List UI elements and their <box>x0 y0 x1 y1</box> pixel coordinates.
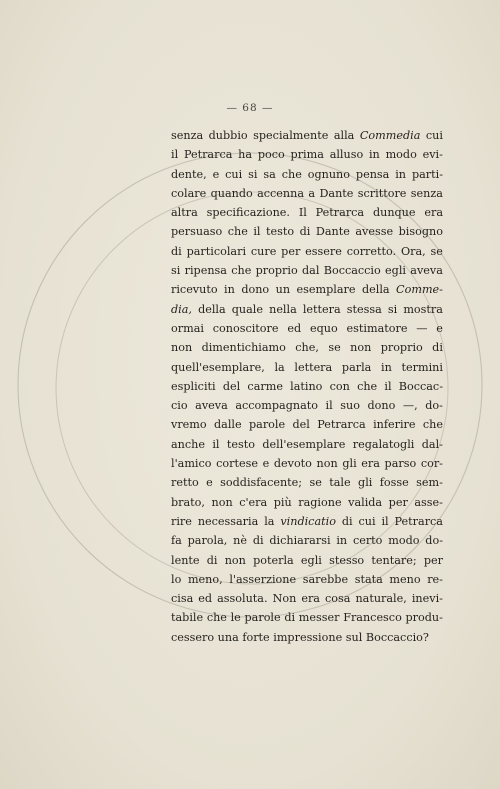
word: stata <box>354 572 383 586</box>
word: non <box>171 341 193 355</box>
word: accompagnato <box>235 399 318 413</box>
word: stesso <box>329 553 365 567</box>
word: esemplare <box>296 283 356 297</box>
word: per <box>423 553 443 567</box>
word: suo <box>340 399 360 413</box>
text-line <box>171 319 443 338</box>
word: proprio <box>255 264 298 278</box>
word: non <box>350 341 372 355</box>
word: estimatore <box>346 321 408 335</box>
word: che <box>422 418 443 432</box>
word: in <box>224 283 235 297</box>
word: parla <box>341 360 372 374</box>
word: della <box>198 302 226 316</box>
word: altra <box>171 206 198 220</box>
word: non <box>316 457 338 471</box>
word: modo <box>385 148 417 162</box>
word: con <box>329 379 350 393</box>
word: cure <box>250 244 277 258</box>
word: dalle <box>214 418 242 432</box>
word: di <box>299 225 311 239</box>
word: ognuno <box>307 167 350 181</box>
word: carme <box>247 379 283 393</box>
word: nella <box>269 302 297 316</box>
word: in <box>336 534 348 548</box>
word: latino <box>290 379 323 393</box>
word: cor- <box>420 457 443 471</box>
word: corretto. <box>346 244 397 258</box>
text-line <box>171 415 443 434</box>
text-line <box>171 454 443 473</box>
text-line <box>171 338 443 357</box>
word: produ- <box>405 611 443 625</box>
word: fa <box>171 534 182 548</box>
text-line <box>171 589 443 608</box>
word: lente <box>171 553 200 567</box>
word: Ora, <box>400 244 426 258</box>
text-line <box>171 222 443 241</box>
word: pensa <box>355 167 390 181</box>
word: era <box>361 457 380 471</box>
word: un <box>275 283 291 297</box>
word: che <box>281 167 302 181</box>
word: dal- <box>421 437 443 451</box>
word: si <box>387 302 398 316</box>
word: certo <box>352 534 383 548</box>
word: sem- <box>416 476 443 490</box>
word: modo <box>388 534 420 548</box>
word: termini <box>401 360 443 374</box>
word: anche <box>171 437 205 451</box>
word: parole <box>249 418 286 432</box>
page-number: — 68 — <box>226 102 274 114</box>
word: aveva <box>410 264 443 278</box>
word: Dante <box>315 225 350 239</box>
word: gli <box>358 476 373 490</box>
word: lo <box>171 572 182 586</box>
word: assoluta. <box>217 592 268 606</box>
word: dono <box>241 283 270 297</box>
word: egli <box>385 264 406 278</box>
word: asse- <box>414 495 443 509</box>
word: meno <box>389 572 421 586</box>
word: fosse <box>379 476 409 490</box>
word: aveva <box>195 399 228 413</box>
word: il <box>171 148 179 162</box>
word: lettera <box>294 360 333 374</box>
word: di <box>206 553 218 567</box>
word: cessero <box>171 630 215 644</box>
word: particolari <box>186 244 247 258</box>
text-line <box>171 435 443 454</box>
word: il <box>212 437 220 451</box>
word: parola, <box>187 534 228 548</box>
word: Il <box>298 206 307 220</box>
word: la <box>264 514 275 528</box>
word: equo <box>309 321 338 335</box>
word: Dante <box>319 186 354 200</box>
word: —, <box>402 399 418 413</box>
word: messer <box>298 611 340 625</box>
word: di <box>252 534 264 548</box>
word: le <box>230 611 241 625</box>
word: dono <box>367 399 396 413</box>
text-line <box>171 628 443 647</box>
word: ed <box>287 321 302 335</box>
word: del <box>292 418 310 432</box>
word: proprio <box>380 341 423 355</box>
word: e <box>206 476 213 490</box>
word: il <box>325 399 333 413</box>
word: che <box>227 225 248 239</box>
word: cui <box>425 129 443 142</box>
word: della <box>361 283 390 297</box>
word: avesse <box>355 225 394 239</box>
word: rire <box>171 514 192 528</box>
word: del <box>222 379 241 393</box>
word: se <box>430 244 443 258</box>
word: nè <box>233 534 247 548</box>
word: prima <box>290 148 324 162</box>
word: sarebbe <box>302 572 349 586</box>
word: che <box>206 611 227 625</box>
word: se <box>309 476 322 490</box>
word: la <box>274 360 285 374</box>
word: Comme- <box>396 283 443 297</box>
word: sul <box>345 630 363 644</box>
word: impressione <box>273 630 343 644</box>
word: quando <box>210 186 253 200</box>
text-line <box>171 473 443 492</box>
text-line <box>171 203 443 222</box>
word: sa <box>263 167 276 181</box>
word: dell'esemplare <box>262 437 346 451</box>
word: se <box>328 341 341 355</box>
word: do- <box>425 399 443 413</box>
word: cui <box>225 167 243 181</box>
word: c'era <box>239 495 268 509</box>
word: Petrarca <box>317 418 366 432</box>
word: cortese <box>216 457 258 471</box>
text-line <box>171 300 443 319</box>
word: non <box>224 553 246 567</box>
word: Francesco <box>343 611 402 625</box>
word: era <box>301 592 320 606</box>
word: re- <box>427 572 443 586</box>
word: tabile <box>171 611 204 625</box>
word: in <box>381 360 392 374</box>
word: senza <box>171 129 204 142</box>
word: dente, <box>171 167 207 181</box>
word: non <box>211 495 233 509</box>
word: inferire <box>373 418 416 432</box>
word: una <box>217 630 239 644</box>
word: accenna <box>257 186 305 200</box>
word: si <box>248 167 258 181</box>
word: che <box>231 264 252 278</box>
word: dunque <box>372 206 416 220</box>
word: cui <box>358 514 376 528</box>
word: tale <box>329 476 351 490</box>
word: espliciti <box>171 379 216 393</box>
word: forte <box>242 630 270 644</box>
word: meno, <box>187 572 223 586</box>
word: testo <box>226 437 255 451</box>
word: naturale, <box>355 592 407 606</box>
word: alla <box>333 129 355 142</box>
word: senza <box>410 186 443 200</box>
word: per <box>281 244 301 258</box>
word: a <box>308 186 316 200</box>
word: persuaso <box>171 225 223 239</box>
text-line <box>171 512 443 531</box>
text-line <box>171 184 443 203</box>
word: l'asserzione <box>229 572 297 586</box>
word: conoscitore <box>212 321 279 335</box>
word: — <box>416 321 428 335</box>
word: cisa <box>171 592 194 606</box>
word: il <box>253 225 261 239</box>
word: essere <box>305 244 342 258</box>
word: di <box>341 514 353 528</box>
text-line <box>171 570 443 589</box>
word: dubbio <box>208 129 248 142</box>
word: l'amico <box>171 457 212 471</box>
word: do- <box>425 534 443 548</box>
word: parti- <box>411 167 443 181</box>
word: per <box>388 495 408 509</box>
word: tentare; <box>371 553 417 567</box>
text-line <box>171 608 443 627</box>
word: necessaria <box>197 514 259 528</box>
word: ricevuto <box>171 283 218 297</box>
word: cio <box>171 399 188 413</box>
word: mostra <box>403 302 443 316</box>
text-line <box>171 242 443 261</box>
word: di <box>171 244 182 258</box>
word: valida <box>348 495 383 509</box>
text-line <box>171 126 443 145</box>
word: scrittore <box>357 186 407 200</box>
word: quell'esemplare, <box>171 360 265 374</box>
word: ragione <box>298 495 342 509</box>
word: alluso <box>329 148 364 162</box>
text-line <box>171 493 443 512</box>
word: e <box>262 457 270 471</box>
word: lettera <box>302 302 341 316</box>
text-line <box>171 280 443 299</box>
word: Non <box>272 592 297 606</box>
word: dia, <box>171 302 192 316</box>
word: ha <box>238 148 253 162</box>
word: devoto <box>273 457 312 471</box>
word: cosa <box>325 592 351 606</box>
word: Petrarca <box>394 514 443 528</box>
word: ed <box>198 592 213 606</box>
text-line <box>171 165 443 184</box>
text-line <box>171 261 443 280</box>
word: Petrarca <box>315 206 365 220</box>
word: il <box>384 379 392 393</box>
word: retto <box>171 476 199 490</box>
word: di <box>432 341 443 355</box>
word: brato, <box>171 495 205 509</box>
word: poco <box>257 148 285 162</box>
text-line <box>171 396 443 415</box>
word: specificazione. <box>206 206 290 220</box>
word: più <box>273 495 292 509</box>
word: inevi- <box>411 592 443 606</box>
text-line <box>171 145 443 164</box>
word: poterla <box>253 553 294 567</box>
word: vindicatio <box>280 514 336 528</box>
word: regalatogli <box>352 437 415 451</box>
word: in <box>368 148 380 162</box>
word: egli <box>300 553 322 567</box>
word: Petrarca <box>183 148 233 162</box>
word: Boccaccio <box>323 264 381 278</box>
text-line <box>171 377 443 396</box>
word: il <box>381 514 389 528</box>
word: e <box>212 167 220 181</box>
word: si <box>171 264 181 278</box>
word: e <box>436 321 443 335</box>
text-line <box>171 531 443 550</box>
word: ormai <box>171 321 204 335</box>
word: che <box>357 379 378 393</box>
word: gli <box>342 457 357 471</box>
word: colare <box>171 186 207 200</box>
word: era <box>424 206 443 220</box>
word: parso <box>384 457 417 471</box>
word: che, <box>295 341 319 355</box>
word: soddisfacente; <box>220 476 303 490</box>
word: dimentichiamo <box>201 341 286 355</box>
word: specialmente <box>253 129 329 142</box>
word: Commedia <box>359 129 421 142</box>
word: vremo <box>171 418 207 432</box>
word: bisogno <box>398 225 443 239</box>
word: dichiararsi <box>269 534 331 548</box>
word: quale <box>231 302 264 316</box>
word: evi- <box>422 148 443 162</box>
word: stessa <box>346 302 382 316</box>
body-text <box>171 126 443 647</box>
word: testo <box>266 225 295 239</box>
word: parole <box>244 611 281 625</box>
word: dal <box>302 264 320 278</box>
text-line <box>171 551 443 570</box>
word: ripensa <box>184 264 227 278</box>
word: di <box>284 611 296 625</box>
word: Boccac- <box>398 379 443 393</box>
word: in <box>395 167 407 181</box>
text-line <box>171 358 443 377</box>
word: Boccaccio? <box>365 630 429 644</box>
